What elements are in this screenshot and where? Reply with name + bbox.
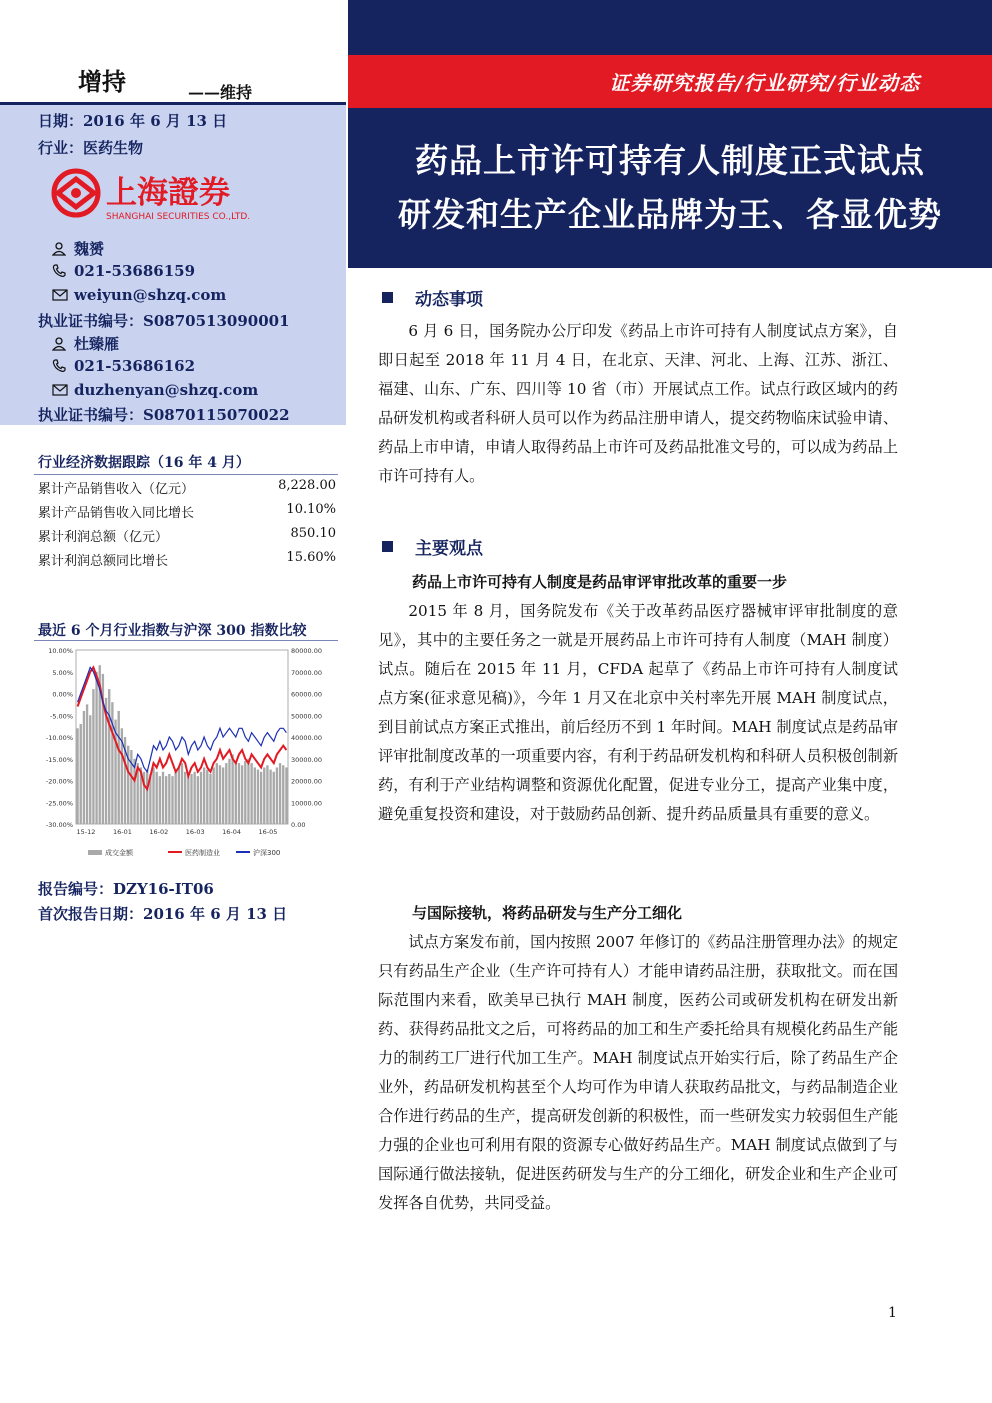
y-right-tick-label: 50000.00 [291, 712, 323, 721]
report-title-line1: 药品上市许可持有人制度正式试点 [415, 141, 925, 180]
logo-cn-text: 上海證券 [106, 175, 230, 211]
volume-bar [187, 776, 189, 824]
econ-heading: 行业经济数据跟踪（16 年 4 月） [38, 455, 250, 471]
volume-bar [266, 765, 268, 824]
volume-bar [118, 711, 120, 824]
analyst-2-phone: 021-53686162 [74, 357, 196, 375]
volume-bar [190, 774, 192, 824]
econ-label: 累计产品销售收入同比增长 [38, 506, 195, 521]
envelope-icon [52, 289, 74, 301]
econ-label: 累计利润总额（亿元） [38, 530, 169, 545]
econ-value: 8,228.00 [278, 478, 336, 493]
company-logo [48, 165, 278, 225]
subheading: 药品上市许可持有人制度是药品审评审批改革的重要一步 [412, 573, 788, 591]
volume-bar [225, 763, 227, 824]
analyst-1-email-row [52, 286, 226, 304]
volume-bar [212, 767, 214, 824]
volume-bar [171, 776, 173, 824]
chart-heading: 最近 6 个月行业指数与沪深 300 指数比较 [38, 623, 307, 639]
analyst-2-phone-row [52, 357, 195, 375]
econ-value: 15.60% [286, 550, 336, 565]
chart-divider [34, 640, 338, 641]
rating-previous: ——维持 [188, 83, 253, 102]
volume-bar [162, 772, 164, 824]
report-category: 证券研究报告/行业研究/行业动态 [609, 71, 920, 95]
square-bullet-icon [382, 541, 393, 552]
volume-bar [200, 772, 202, 824]
volume-bar [80, 724, 82, 824]
volume-bar [83, 711, 85, 824]
y-right-tick-label: 20000.00 [291, 777, 323, 786]
volume-bar [178, 767, 180, 824]
y-left-tick-label: -15.00% [45, 755, 73, 764]
square-bullet-icon [382, 292, 393, 303]
y-right-tick-label: 60000.00 [291, 690, 323, 699]
analyst-1-phone-row [52, 262, 195, 280]
volume-bar [241, 765, 243, 824]
analyst-2-name-row [52, 333, 119, 354]
report-date: 日期：2016 年 6 月 13 日 [38, 112, 228, 130]
category-banner [348, 55, 992, 108]
subheading: 与国际接轨，将药品研发与生产分工细化 [412, 904, 683, 922]
analyst-1-name-row [52, 238, 104, 259]
volume-bar [279, 763, 281, 824]
volume-bar [181, 763, 183, 824]
section-heading-views [382, 534, 483, 559]
section-heading-events [382, 285, 483, 310]
legend-label: 沪深300 [253, 849, 281, 857]
volume-bar [247, 759, 249, 824]
paragraph: 6 月 6 日，国务院办公厅印发《药品上市许可持有人制度试点方案》，自即日起至 2018 年 11 月 4 日，在北京、天津、河北、上海、江苏、浙江、福建、山东、广东、四川等 10 省（市）开展试点工作。试点行政区域内的药品研发机构或者科研人员可以作为药品注册申请人，提交药物临床试验申请、药品上市申请，申请人取得药品上市许可及药品批准文号的，可以成为药品上市许可持有人。 [378, 322, 898, 485]
x-tick-label: 15-12 [76, 828, 96, 836]
econ-row [38, 478, 336, 497]
y-right-tick-label: 0.00 [291, 821, 306, 829]
volume-bar [165, 776, 167, 824]
y-left-tick-label: 5.00% [52, 668, 73, 677]
analyst-1-cert: 执业证书编号：S0870513090001 [38, 312, 290, 330]
volume-bar [276, 767, 278, 824]
volume-bar [89, 715, 91, 824]
legend-label: 成交金额 [105, 849, 133, 857]
volume-bar [231, 754, 233, 824]
econ-row [38, 502, 336, 521]
volume-bar [206, 770, 208, 824]
y-right-tick-label: 30000.00 [291, 755, 323, 764]
x-tick-label: 16-03 [185, 828, 205, 836]
y-left-tick-label: -10.00% [45, 734, 73, 742]
index-comparison-chart [36, 642, 340, 867]
analyst-1-phone: 021-53686159 [74, 262, 196, 280]
volume-bar [244, 761, 246, 824]
y-right-tick-label: 80000.00 [291, 647, 323, 655]
econ-row [38, 526, 336, 545]
x-tick-label: 16-05 [258, 828, 278, 836]
y-right-tick-label: 70000.00 [291, 668, 323, 677]
paragraph: 试点方案发布前，国内按照 2007 年修订的《药品注册管理办法》的规定只有药品生产企业（生产许可持有人）才能申请药品注册，获取批文。而在国际范围内来看，欧美早已执行 MAH 制度，医药公司或研发机构在研发出新药、获得药品批文之后，可将药品的加工和生产委托给具有规模化药品生产能力的制药工厂进行代加工生产。MAH 制度试点开始实行后，除了药品生产企业外，药品研发机构甚至个人均可作为申请人获取药品批文，与药品制造企业合作进行药品的生产，提高研发创新的积极性，而一些研发实力较弱但生产能力强的企业也可利用有限的资源专心做好药品生产。MAH 制度试点做到了与国际通行做法接轨，促进医药研发与生产的分工细化，研发企业和生产企业可发挥各自优势，共同受益。 [378, 933, 898, 1212]
volume-bar [152, 767, 154, 824]
header-bar-blue [348, 0, 992, 55]
econ-row [38, 550, 336, 569]
analyst-1-email[interactable]: weiyun@shzq.com [74, 286, 227, 304]
volume-bar [260, 772, 262, 824]
y-right-tick-label: 40000.00 [291, 734, 323, 742]
volume-bar [282, 765, 284, 824]
analyst-2-email-row [52, 381, 258, 399]
econ-divider [34, 474, 338, 475]
paragraph: 2015 年 8 月，国务院发布《关于改革药品医疗器械审评审批制度的意见》，其中的主要任务之一就是开展药品上市许可持有人制度（MAH 制度）试点。随后在 2015 年 11 月，CFDA 起草了《药品上市许可持有人制度试点方案(征求意见稿)》，今年 1 月又在北京中关村率先开展 MAH 制度试点，到目前试点方案正式推出，前后经历不到 1 年时间。MAH 制度试点是药品审评审批制度改革的一项重要内容，有利于药品研发机构和科研人员积极创制新药，有利于产业结构调整和资源优化配置，促进专业分工，提高产业集中度，避免重复投资和建设，对于鼓励药品创新、提升药品质量具有重要的意义。 [378, 602, 898, 823]
econ-label: 累计产品销售收入（亿元） [38, 482, 195, 497]
volume-bar [222, 767, 224, 824]
analyst-2-email[interactable]: duzhenyan@shzq.com [74, 381, 259, 399]
volume-bar [114, 720, 116, 824]
volume-bar [285, 767, 287, 824]
y-left-tick-label: 10.00% [48, 647, 73, 655]
volume-bar [238, 763, 240, 824]
econ-label: 累计利润总额同比增长 [38, 554, 169, 569]
y-left-tick-label: -5.00% [50, 712, 73, 721]
x-tick-label: 16-04 [222, 828, 242, 836]
section-title: 动态事项 [415, 290, 483, 310]
volume-bar [269, 770, 271, 824]
volume-bar [203, 767, 205, 824]
title-box [348, 108, 992, 268]
volume-bar [273, 772, 275, 824]
volume-bar [197, 776, 199, 824]
volume-bar [257, 770, 259, 824]
y-left-tick-label: -30.00% [45, 821, 73, 829]
x-tick-label: 16-02 [149, 828, 169, 836]
report-title-line2: 研发和生产企业品牌为王、各显优势 [398, 195, 942, 234]
industry: 行业：医药生物 [38, 139, 144, 157]
rating: 增持 [78, 67, 126, 96]
volume-bar [235, 761, 237, 824]
volume-bar [159, 776, 161, 824]
section-title: 主要观点 [415, 539, 483, 559]
volume-bar [92, 689, 94, 824]
volume-bar [174, 772, 176, 824]
volume-bar [250, 763, 252, 824]
first-report-date: 首次报告日期：2016 年 6 月 13 日 [38, 905, 288, 923]
y-right-tick-label: 10000.00 [291, 799, 323, 808]
volume-bar [95, 672, 97, 824]
volume-bar [156, 772, 158, 824]
analyst-2-name: 杜臻雁 [74, 335, 120, 353]
phone-icon [52, 359, 74, 373]
y-left-tick-label: 0.00% [52, 690, 73, 699]
person-icon [52, 242, 74, 256]
volume-bar [219, 765, 221, 824]
volume-bar [263, 767, 265, 824]
econ-value: 10.10% [286, 502, 336, 517]
x-tick-label: 16-01 [112, 828, 132, 836]
legend-label: 医药制造业 [185, 849, 220, 857]
report-number: 报告编号：DZY16-IT06 [38, 880, 214, 898]
y-left-tick-label: -20.00% [45, 777, 73, 786]
volume-bar [146, 770, 148, 824]
volume-bar [209, 774, 211, 824]
volume-bar [86, 704, 88, 824]
person-icon [52, 337, 74, 351]
volume-bar [108, 689, 110, 824]
volume-bar [254, 767, 256, 824]
econ-value: 850.10 [290, 526, 336, 541]
logo-en-text: SHANGHAI SECURITIES CO.,LTD. [106, 212, 251, 222]
y-left-tick-label: -25.00% [45, 799, 73, 808]
page-number: 1 [888, 1305, 897, 1321]
analyst-1-name: 魏赟 [74, 240, 105, 258]
volume-bar [76, 728, 78, 824]
volume-bar [228, 759, 230, 824]
volume-bar [193, 772, 195, 824]
volume-bar [216, 763, 218, 824]
volume-bar [184, 772, 186, 824]
analyst-2-cert: 执业证书编号：S0870115070022 [38, 406, 290, 424]
phone-icon [52, 264, 74, 278]
legend-swatch [88, 850, 102, 855]
volume-bar [168, 774, 170, 824]
envelope-icon [52, 384, 74, 396]
